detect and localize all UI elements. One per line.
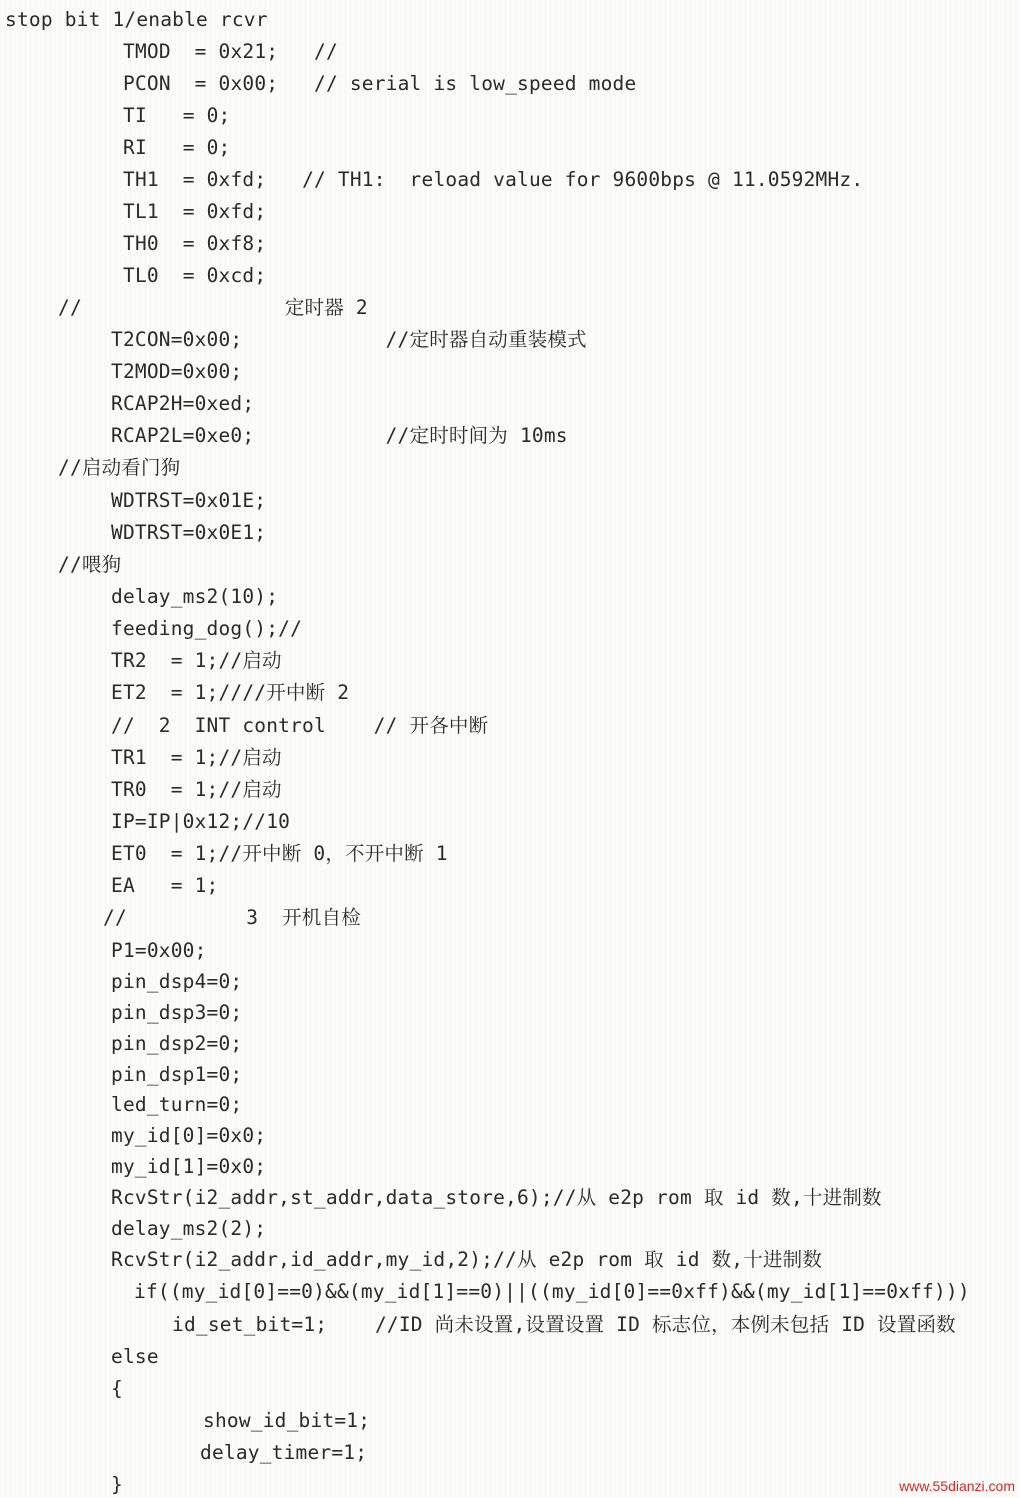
code-line-45: show_id_bit=1; — [203, 1409, 371, 1432]
code-line-34: pin_dsp1=0; — [111, 1063, 243, 1086]
code-line-39: delay_ms2(2); — [111, 1217, 267, 1240]
code-line-15: //启动看门狗 — [58, 456, 181, 479]
code-line-16: WDTRST=0x01E; — [111, 489, 267, 512]
code-line-6: TH1 = 0xfd; // TH1: reload value for 9600bps @ 11.0592MHz. — [123, 168, 864, 191]
code-line-5: RI = 0; — [123, 136, 231, 159]
code-line-47: } — [111, 1473, 123, 1496]
code-line-24: TR1 = 1;//启动 — [111, 746, 282, 769]
code-line-21: TR2 = 1;//启动 — [111, 649, 282, 672]
code-line-3: PCON = 0x00; // serial is low_speed mode — [123, 72, 637, 95]
code-line-9: TL0 = 0xcd; — [123, 264, 267, 287]
code-line-30: P1=0x00; — [111, 939, 207, 962]
code-line-20: feeding_dog();// — [111, 617, 303, 640]
code-line-8: TH0 = 0xf8; — [123, 232, 267, 255]
code-line-33: pin_dsp2=0; — [111, 1032, 243, 1055]
code-line-41: if((my_id[0]==0)&&(my_id[1]==0)||((my_id[0]==0xff)&&(my_id[1]==0xff))) — [134, 1280, 970, 1303]
code-line-25: TR0 = 1;//启动 — [111, 778, 282, 801]
code-line-43: else — [111, 1345, 159, 1368]
code-line-14: RCAP2L=0xe0; //定时时间为 10ms — [111, 424, 568, 447]
code-line-31: pin_dsp4=0; — [111, 970, 243, 993]
code-line-4: TI = 0; — [123, 104, 231, 127]
code-line-26: IP=IP|0x12;//10 — [111, 810, 291, 833]
code-line-22: ET2 = 1;////开中断 2 — [111, 681, 350, 704]
code-line-27: ET0 = 1;//开中断 0，不开中断 1 — [111, 842, 448, 865]
code-line-29: // 3 开机自检 — [103, 906, 361, 929]
code-line-7: TL1 = 0xfd; — [123, 200, 267, 223]
code-line-38: RcvStr(i2_addr,st_addr,data_store,6);//从 e2p rom 取 id 数,十进制数 — [111, 1186, 882, 1209]
code-line-46: delay_timer=1; — [200, 1441, 368, 1464]
code-line-12: T2MOD=0x00; — [111, 360, 243, 383]
code-line-28: EA = 1; — [111, 874, 219, 897]
code-line-2: TMOD = 0x21; // — [123, 40, 338, 63]
code-line-19: delay_ms2(10); — [111, 585, 279, 608]
code-line-35: led_turn=0; — [111, 1093, 243, 1116]
code-line-17: WDTRST=0x0E1; — [111, 521, 267, 544]
code-line-18: //喂狗 — [58, 553, 122, 576]
code-line-40: RcvStr(i2_addr,id_addr,my_id,2);//从 e2p rom 取 id 数,十进制数 — [111, 1248, 823, 1271]
code-line-13: RCAP2H=0xed; — [111, 392, 255, 415]
code-line-42: id_set_bit=1; //ID 尚未设置,设置设置 ID 标志位，本例未包括 ID 设置函数 — [172, 1313, 956, 1336]
code-line-10: // 定时器 2 — [58, 296, 368, 319]
code-line-11: T2CON=0x00; //定时器自动重装模式 — [111, 328, 587, 351]
code-line-36: my_id[0]=0x0; — [111, 1124, 267, 1147]
code-line-23: // 2 INT control // 开各中断 — [111, 714, 489, 737]
watermark-text: www.55dianzi.com — [899, 1478, 1015, 1494]
code-line-32: pin_dsp3=0; — [111, 1001, 243, 1024]
code-line-37: my_id[1]=0x0; — [111, 1155, 267, 1178]
code-line-1: stop bit 1/enable rcvr — [5, 8, 268, 31]
code-line-44: { — [111, 1377, 123, 1400]
